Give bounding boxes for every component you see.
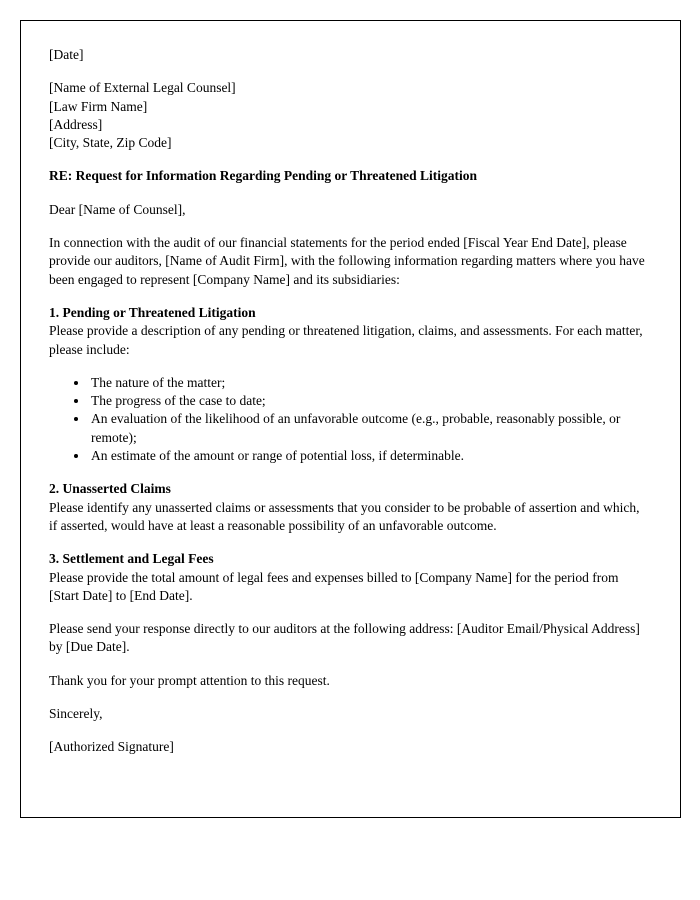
letter-page xyxy=(20,20,681,818)
salutation: Dear [Name of Counsel], xyxy=(49,201,186,217)
section-1-body: Please provide a description of any pending or threatened litigation, claims, and assessments. For each matter, please include: xyxy=(49,323,643,357)
bullet-item: • The progress of the case to date; xyxy=(89,392,646,410)
letter-body xyxy=(21,21,680,790)
bullet-item: • An evaluation of the likelihood of an unfavorable outcome (e.g., probable, reasonably possible, or remote); xyxy=(89,410,646,447)
bullet-item: • The nature of the matter; xyxy=(89,374,646,392)
closing-thanks: Thank you for your prompt attention to this request. xyxy=(49,672,330,688)
recipient-address-block xyxy=(49,79,646,152)
signature-placeholder: [Authorized Signature] xyxy=(49,739,174,755)
response-instructions: Please send your response directly to our auditors at the following address: [Auditor Email/Physical Address] by [Due Date]. xyxy=(49,621,640,655)
recipient-address-block-line: [Address] xyxy=(49,116,103,132)
section-3-heading: 3. Settlement and Legal Fees xyxy=(49,551,214,567)
intro-paragraph: In connection with the audit of our financial statements for the period ended [Fiscal Year End Date], please provide our auditors, [Name of Audit Firm], with the following information regarding matters where you have been engaged to represent [Company Name] and its subsidiaries: xyxy=(49,235,645,287)
bullet-item: • An estimate of the amount or range of potential loss, if determinable. xyxy=(89,447,646,465)
date-line: [Date] xyxy=(49,47,84,62)
re-line: RE: Request for Information Regarding Pending or Threatened Litigation xyxy=(49,168,478,184)
litigation-detail-list xyxy=(49,374,646,465)
section-2-heading: 2. Unasserted Claims xyxy=(49,481,171,497)
section-2-body: Please identify any unasserted claims or assessments that you consider to be probable of assertion and which, if asserted, would have at least a reasonable possibility of an unfavorable outcome. xyxy=(49,499,640,533)
section-1-heading: 1. Pending or Threatened Litigation xyxy=(49,304,256,320)
section-3-body: Please provide the total amount of legal fees and expenses billed to [Company Name] for the period from [Start Date] to [End Date]. xyxy=(49,569,619,603)
recipient-address-block-line: [Name of External Legal Counsel] xyxy=(49,80,236,96)
recipient-address-block-line: [City, State, Zip Code] xyxy=(49,135,172,151)
recipient-address-block-line: [Law Firm Name] xyxy=(49,98,148,114)
sign-off: Sincerely, xyxy=(49,706,103,722)
